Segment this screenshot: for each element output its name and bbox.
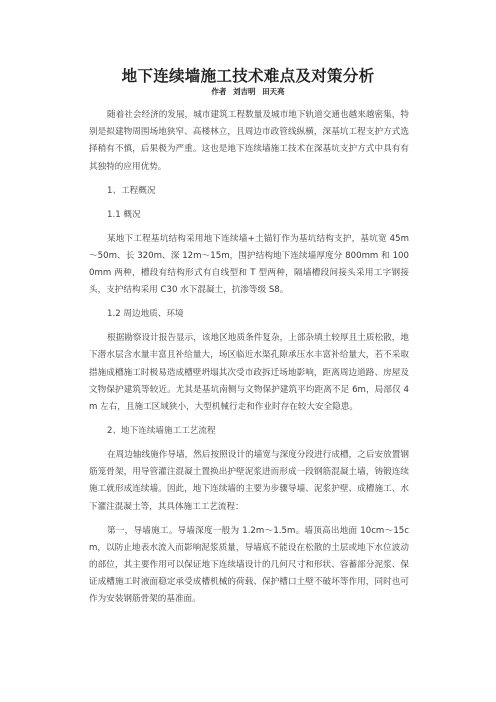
document-body [89, 107, 409, 615]
subsection-heading: 1.1 概况 [107, 209, 141, 220]
author-line [0, 86, 496, 97]
document-title: 地下连续墙施工技术难点及对策分析 [121, 67, 375, 85]
paragraph: 根据勘察设计报告显示，该地区地质条件复杂，上部杂填土较厚且土质松散，地下潜水层含水量丰富且补给量大，场区临近水渠孔隙承压水丰富补给量大，若不采取措施成槽施工时极易造成槽壁坍塌其次受市政拆迁场地影响，距离周边道路、房屋及文物保护建筑等较近。尤其是基坑南侧与文物保护建筑平均距离不足 6m，局部仅 4m 左右，且施工区域狭小，大型机械行走和作业时存在较大安全隐患。 [89, 333, 409, 413]
subsection-heading: 1.2 周边地质、环境 [107, 309, 184, 320]
paragraph: 第一，导墙施工。导墙深度一般为 1.2m～1.5m。墙顶高出地面 10cm～15cm，以防止地表水流入而影响泥浆质量，导墙底不能设在松散的土层或地下水位波动的部位，其主要作用可以保证地下连续墙设计的几何尺寸和形状、容蓄部分泥浆、保证成槽施工时液面稳定承受成槽机械的荷载、保护槽口土壁不破坏等作用，同时也可作为安装钢筋骨架的基准面。 [89, 525, 409, 605]
paragraph: 随着社会经济的发展，城市建筑工程数量及城市地下轨道交通也越来越密集，特别是拟建物周围场地狭窄、高楼林立，且周边市政管线纵横，深基坑工程支护方式选择稍有不慎，后果极为严重。这也是地下连续墙施工技术在深基坑支护方式中具有有其独特的应用优势。 [89, 110, 409, 172]
section-heading: 1、工程概况 [107, 185, 156, 196]
section-heading: 2、地下连续墙施工工艺流程 [107, 426, 216, 437]
author-name: 田天亮 [262, 87, 285, 96]
author-prefix: 作者 [211, 87, 227, 96]
paragraph: 某地下工程基坑结构采用地下连续墙+土锚钉作为基坑结构支护，基坑宽 45m～50m、长 320m、深 12m～15m，围护结构地下连续墙厚度分 800mm 和 1000mm 两种，槽段有结构形式有自线型和 T 型两种，隔墙槽段间接头采用工字钢接头，支护结构采用 C30 水下混凝土，抗渗等级 S8。 [89, 233, 409, 296]
author-name: 刘吉明 [233, 87, 256, 96]
paragraph: 在周边轴线施作导墙，然后按照设计的墙宽与深度分段进行成槽，之后安放置钢筋笼骨架，用导管灌注混凝土置换出护壁泥浆进而形成一段钢筋混凝土墙，铸锻连续施工就形成连续墙。因此，地下连续墙的主要为步骤导墙、泥浆护壁、成槽施工、水下灌注混凝土等，其具体施工工艺流程： [89, 450, 409, 512]
